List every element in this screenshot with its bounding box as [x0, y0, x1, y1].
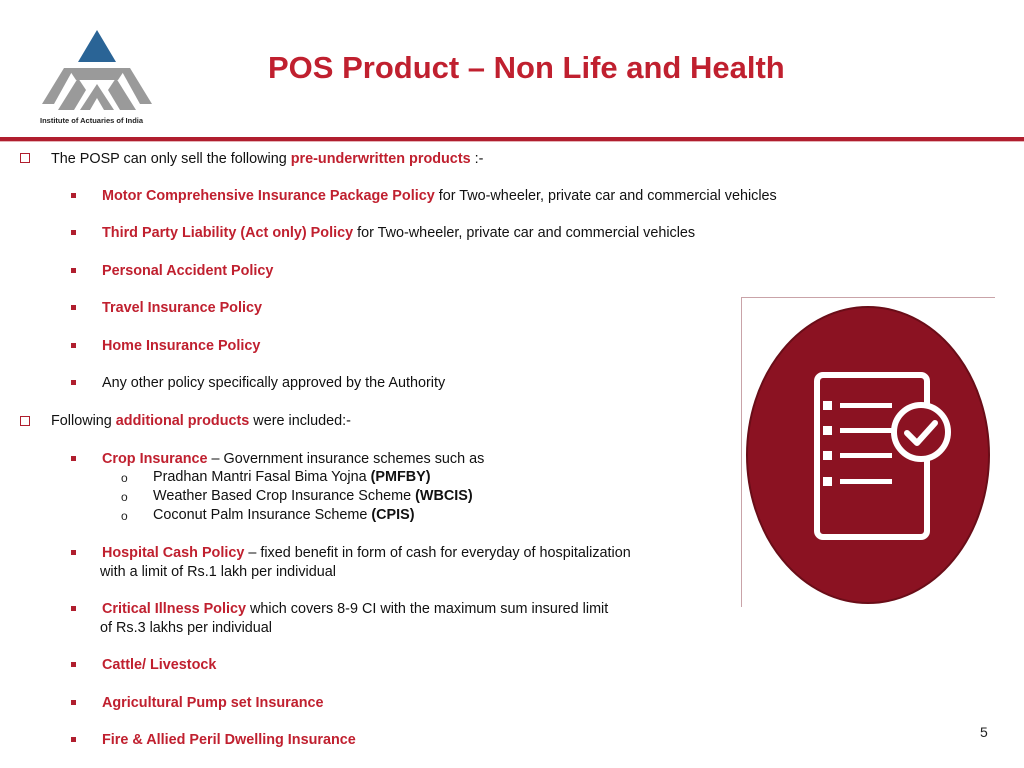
product-name: Hospital Cash Policy — [102, 545, 245, 561]
page-number: 5 — [980, 724, 988, 740]
actuaries-logo-icon — [38, 28, 156, 130]
sub-list-item — [153, 506, 415, 524]
scheme-name: Coconut Palm Insurance Scheme — [153, 507, 372, 523]
intro-pre: The POSP can only sell the following — [51, 151, 291, 167]
checkbox-bullet-icon — [20, 153, 30, 163]
list-item — [102, 262, 273, 280]
product-desc: which covers 8-9 CI with the maximum sum insured limit — [245, 601, 609, 617]
scheme-name: Weather Based Crop Insurance Scheme — [153, 488, 416, 504]
circle-bullet-icon: o — [121, 509, 128, 523]
scheme-abbr: (CPIS) — [371, 507, 415, 523]
list-item — [102, 224, 695, 242]
scheme-abbr: (WBCIS) — [415, 488, 473, 504]
scheme-name: Pradhan Mantri Fasal Bima Yojna — [153, 469, 371, 485]
square-bullet-icon — [71, 305, 76, 310]
sub-list-item — [153, 468, 431, 486]
list-item-continuation: with a limit of Rs.1 lakh per individual — [100, 564, 336, 580]
square-bullet-icon — [71, 662, 76, 667]
product-name: Critical Illness Policy — [102, 601, 246, 617]
additional-pre: Following — [51, 413, 116, 429]
product-desc: for Two-wheeler, private car and commercial vehicles — [353, 225, 696, 241]
square-bullet-icon — [71, 343, 76, 348]
product-name: Fire & Allied Peril Dwelling Insurance — [102, 732, 356, 748]
square-bullet-icon — [71, 193, 76, 198]
product-name: Motor Comprehensive Insurance Package Policy — [102, 188, 435, 204]
product-name: Crop Insurance — [102, 451, 208, 467]
square-bullet-icon — [71, 380, 76, 385]
list-item — [102, 694, 324, 712]
logo-caption: Institute of Actuaries of India — [40, 116, 144, 125]
product-desc: – Government insurance schemes such as — [207, 451, 485, 467]
list-item — [102, 731, 356, 749]
square-bullet-icon — [71, 230, 76, 235]
product-name: Home Insurance Policy — [102, 338, 261, 354]
additional-text — [51, 412, 351, 430]
square-bullet-icon — [71, 737, 76, 742]
product-name: Travel Insurance Policy — [102, 300, 262, 316]
list-item — [102, 600, 608, 618]
circle-bullet-icon: o — [121, 471, 128, 485]
list-item-continuation: of Rs.3 lakhs per individual — [100, 620, 272, 636]
list-item — [102, 187, 777, 205]
additional-highlight: additional products — [115, 413, 250, 429]
list-item — [102, 337, 260, 355]
product-name: Personal Accident Policy — [102, 263, 274, 279]
list-item — [102, 544, 631, 562]
square-bullet-icon — [71, 606, 76, 611]
product-desc: Any other policy specifically approved by the Authority — [102, 375, 446, 391]
list-item — [102, 656, 216, 674]
scheme-abbr: (PMFBY) — [370, 469, 431, 485]
list-item — [102, 374, 445, 392]
additional-post: were included:- — [249, 413, 351, 429]
square-bullet-icon — [71, 550, 76, 555]
intro-text — [51, 150, 483, 168]
list-item — [102, 450, 484, 468]
product-name: Agricultural Pump set Insurance — [102, 695, 324, 711]
square-bullet-icon — [71, 268, 76, 273]
product-desc: – fixed benefit in form of cash for everyday of hospitalization — [244, 545, 631, 561]
checkbox-bullet-icon — [20, 416, 30, 426]
product-name: Cattle/ Livestock — [102, 657, 217, 673]
checklist-icon — [741, 297, 995, 607]
product-desc: for Two-wheeler, private car and commercial vehicles — [434, 188, 777, 204]
circle-bullet-icon: o — [121, 490, 128, 504]
intro-highlight: pre-underwritten products — [290, 151, 471, 167]
intro-post: :- — [470, 151, 484, 167]
header-divider-shadow — [0, 141, 1024, 142]
list-item — [102, 299, 262, 317]
square-bullet-icon — [71, 456, 76, 461]
page-title: POS Product – Non Life and Health — [268, 50, 785, 85]
sub-list-item — [153, 487, 473, 505]
product-name: Third Party Liability (Act only) Policy — [102, 225, 354, 241]
square-bullet-icon — [71, 700, 76, 705]
